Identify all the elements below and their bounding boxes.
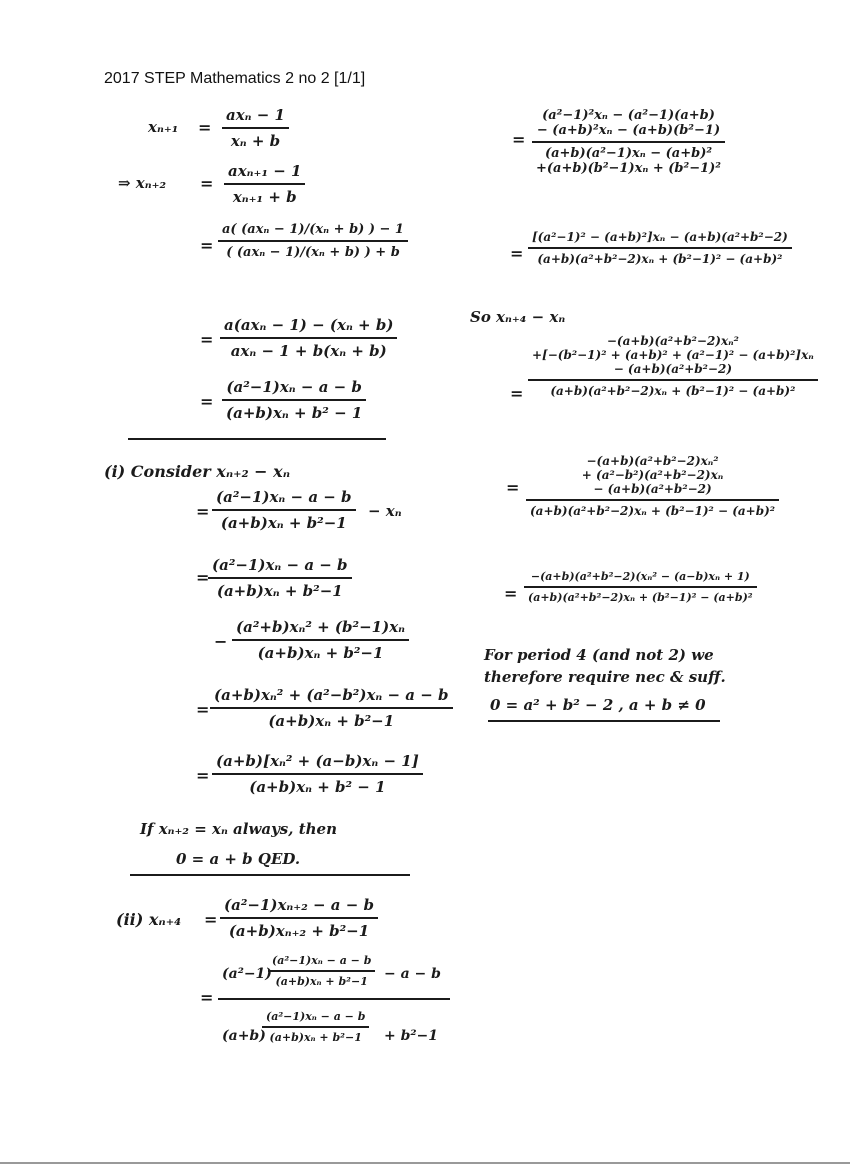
denominator: xₙ₊₁ + b [224,183,305,206]
numerator: axₙ − 1 [226,106,285,124]
numerator: (a+b)xₙ² + (a²−b²)xₙ − a − b [214,686,449,704]
fraction-i4 [210,686,453,730]
denominator: (a+b)xₙ + b²−1 [232,639,409,662]
equals-sign: = [510,244,524,263]
fraction-ii [220,896,378,940]
fraction-i3 [232,618,409,662]
numerator-line-3: − (a+b)(a²+b²−2) [593,482,712,496]
nested-den-fraction [262,1010,369,1044]
numerator-line-3: − (a+b)(a²+b²−2) [613,362,733,376]
result-text: 0 = a + b QED. [176,850,301,868]
fraction-r5 [526,454,779,518]
equals-sign: = [512,130,526,149]
fraction-l1 [222,106,289,150]
equals-sign: = [200,988,214,1007]
equals-sign: = [196,502,210,521]
equals-sign: = [196,700,210,719]
denominator: (a+b)(a²+b²−2)xₙ + (b²−1)² − (a+b)² [528,379,818,398]
denominator: (a+b)(a²+b²−2)xₙ + (b²−1)² − (a+b)² [526,499,779,518]
section-divider [128,438,386,440]
equals-sign: = [504,584,518,603]
denominator: axₙ − 1 + b(xₙ + b) [220,337,397,360]
denominator: (a+b)xₙ + b²−1 [268,970,375,988]
numerator: (a+b)[xₙ² + (a−b)xₙ − 1] [216,752,419,770]
equals-sign: = [506,478,520,497]
fraction-l4 [220,316,397,360]
part-ii-lhs: (ii) xₙ₊₄ [116,910,182,929]
numerator-line-2: + (a²−b²)(a²+b²−2)xₙ [581,468,724,482]
denominator: (a+b)xₙ + b²−1 [212,509,356,532]
numerator: axₙ₊₁ − 1 [228,162,302,180]
denominator: ( (axₙ − 1)/(xₙ + b) ) + b [218,240,408,260]
denominator: (a+b)xₙ₊₂ + b²−1 [220,917,378,940]
numerator: [(a²−1)² − (a+b)²]xₙ − (a+b)(a²+b²−2) [532,230,788,244]
numerator-line-1: −(a+b)(a²+b²−2)xₙ² [606,334,739,348]
equals-sign: = [200,174,214,193]
denominator: (a+b)(a²+b²−2)xₙ + (b²−1)² − (a+b)² [524,586,757,604]
equals-sign: = [204,910,218,929]
fraction-i2 [208,556,352,600]
lhs-xn1: xₙ₊₁ [148,118,179,136]
numerator: (a²−1)xₙ − a − b [212,556,348,574]
denominator: (a+b)xₙ + b²−1 [210,707,453,730]
numerator: a( (axₙ − 1)/(xₙ + b) ) − 1 [222,222,404,237]
fraction-r4 [528,334,818,398]
fraction-i1 [212,488,356,532]
numerator-line-2: − (a+b)²xₙ − (a+b)(b²−1) [536,123,721,138]
tail-term: − xₙ [368,502,402,520]
nested-num-prefix: (a²−1) [222,966,272,982]
fraction-l5 [222,378,366,422]
equals-sign: = [196,568,210,587]
numerator: a(axₙ − 1) − (xₙ + b) [224,316,394,334]
equals-sign: = [200,392,214,411]
condition-text: If xₙ₊₂ = xₙ always, then [140,820,337,838]
denominator: (a+b)xₙ + b²−1 [208,577,352,600]
conclusion-line-1: For period 4 (and not 2) we [484,646,714,664]
conclusion-line-2: therefore require nec & suff. [484,668,726,686]
nested-num-suffix: − a − b [384,966,441,982]
page-title: 2017 STEP Mathematics 2 no 2 [1/1] [104,70,366,87]
numerator: (a²−1)xₙ − a − b [272,954,372,967]
numerator: (a²−1)xₙ − a − b [216,488,352,506]
scan-edge-line [0,1162,850,1164]
fraction-i5 [212,752,423,796]
nested-num-fraction [268,954,375,988]
equals-sign: = [196,766,210,785]
section-divider [488,720,720,722]
numerator-line-2: +[−(b²−1)² + (a+b)² + (a²−1)² − (a+b)²]xₙ [532,348,814,362]
equals-sign: = [200,236,214,255]
numerator: (a²+b)xₙ² + (b²−1)xₙ [236,618,406,636]
denominator: (a+b)xₙ + b²−1 [262,1026,369,1044]
lhs-xn2: ⇒ xₙ₊₂ [118,174,167,192]
denominator: (a+b)xₙ + b² − 1 [222,399,366,422]
fraction-r6 [524,570,757,604]
main-fraction-bar [218,998,450,1000]
denominator: (a+b)xₙ + b² − 1 [212,773,423,796]
minus-sign: − [214,632,228,651]
nested-den-prefix: (a+b) [222,1028,266,1044]
numerator: (a²−1)xₙ₊₂ − a − b [224,896,375,914]
denominator-line-2: +(a+b)(b²−1)xₙ + (b²−1)² [536,161,721,176]
fraction-r2 [528,230,792,266]
fraction-l2 [224,162,305,206]
equals-sign: = [200,330,214,349]
part-i-label: (i) Consider xₙ₊₂ − xₙ [104,462,291,481]
numerator-line-1: −(a+b)(a²+b²−2)xₙ² [586,454,719,468]
nested-den-suffix: + b²−1 [384,1028,438,1044]
denominator: xₙ + b [222,127,289,150]
numerator-line-1: (a²−1)²xₙ − (a²−1)(a+b) [542,108,715,123]
section-divider [130,874,410,876]
equals-sign: = [510,384,524,403]
denominator: (a+b)(a²+b²−2)xₙ + (b²−1)² − (a+b)² [528,247,792,266]
numerator: −(a+b)(a²+b²−2)(xₙ² − (a−b)xₙ + 1) [530,570,750,583]
so-text: So xₙ₊₄ − xₙ [470,308,566,326]
denominator-line-1: (a+b)(a²−1)xₙ − (a+b)² [532,141,725,161]
final-condition: 0 = a² + b² − 2 , a + b ≠ 0 [490,696,706,714]
numerator: (a²−1)xₙ − a − b [226,378,362,396]
numerator: (a²−1)xₙ − a − b [266,1010,366,1023]
fraction-r1 [532,108,725,176]
fraction-l3 [218,222,408,260]
equals-sign: = [198,118,212,137]
